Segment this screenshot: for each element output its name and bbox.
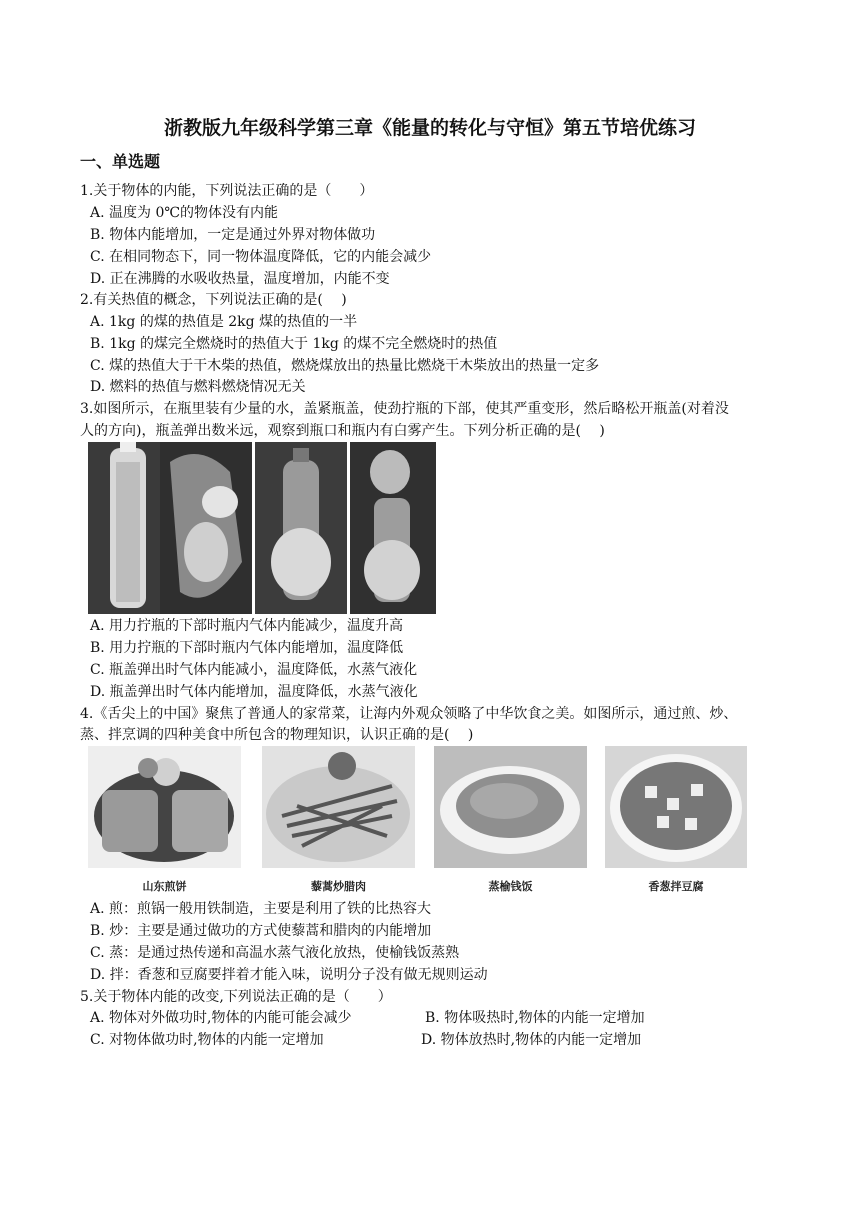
- question-4-option-b: B. 炒：主要是通过做功的方式使藜蒿和腊肉的内能增加: [90, 923, 432, 939]
- question-3-option-b: B. 用力拧瓶的下部时瓶内气体内能增加，温度降低: [90, 640, 404, 656]
- section-heading: 一、单选题: [80, 152, 161, 171]
- question-1-option-d: D. 正在沸腾的水吸收热量，温度增加，内能不变: [90, 271, 390, 287]
- bottle-photo-4: [350, 442, 436, 614]
- food-photo-stirfry: [262, 746, 415, 868]
- question-3-option-a: A. 用力拧瓶的下部时瓶内气体内能减少，温度升高: [90, 618, 404, 634]
- question-3-stem-line1: 3.如图所示，在瓶里装有少量的水，盖紧瓶盖，使劲拧瓶的下部，使其严重变形，然后略松开瓶盖(对着没: [80, 401, 729, 417]
- question-4-option-d: D. 拌：香葱和豆腐要拌着才能入味，说明分子没有做无规则运动: [90, 967, 488, 983]
- question-3-option-d: D. 瓶盖弹出时气体内能增加，温度降低，水蒸气液化: [90, 684, 418, 700]
- bottle-photo-2: [160, 442, 252, 614]
- question-1-option-b: B. 物体内能增加，一定是通过外界对物体做功: [90, 227, 376, 243]
- food-caption-3: 蒸榆钱饭: [488, 880, 533, 893]
- food-caption-2: 藜蒿炒腊肉: [311, 880, 366, 893]
- food-caption-4: 香葱拌豆腐: [648, 880, 704, 893]
- question-3-option-c: C. 瓶盖弹出时气体内能减小，温度降低，水蒸气液化: [90, 662, 418, 678]
- question-2-stem: 2.有关热值的概念，下列说法正确的是( ): [80, 292, 347, 308]
- question-4-option-c: C. 蒸：是通过热传递和高温水蒸气液化放热，使榆钱饭蒸熟: [90, 945, 460, 961]
- question-1-option-c: C. 在相同物态下，同一物体温度降低，它的内能会减少: [90, 249, 432, 265]
- question-4-stem-line2: 蒸、拌烹调的四种美食中所包含的物理知识，认识正确的是( ): [80, 727, 474, 743]
- page-title: 浙教版九年级科学第三章《能量的转化与守恒》第五节培优练习: [163, 117, 696, 139]
- food-photo-pancake: [88, 746, 241, 868]
- question-2-option-b: B. 1kg 的煤完全燃烧时的热值大于 1kg 的煤不完全燃烧时的热值: [90, 336, 498, 352]
- question-1-stem: 1.关于物体的内能，下列说法正确的是（ ）: [80, 183, 374, 199]
- question-5-option-a: A. 物体对外做功时,物体的内能可能会减少: [90, 1010, 352, 1026]
- question-1-option-a: A. 温度为 0℃的物体没有内能: [90, 205, 279, 221]
- bottle-photo-3: [255, 442, 347, 614]
- question-5-stem: 5.关于物体内能的改变,下列说法正确的是（ ）: [80, 989, 392, 1005]
- food-caption-1: 山东煎饼: [142, 880, 187, 893]
- question-2-option-a: A. 1kg 的煤的热值是 2kg 煤的热值的一半: [90, 314, 358, 330]
- question-2-option-d: D. 燃料的热值与燃料燃烧情况无关: [90, 379, 306, 395]
- question-5-option-b: B. 物体吸热时,物体的内能一定增加: [425, 1010, 645, 1026]
- question-4-stem-line1: 4.《舌尖上的中国》聚焦了普通人的家常菜，让海内外观众领略了中华饮食之美。如图所示，通过煎、炒、: [80, 706, 738, 722]
- question-5-option-c: C. 对物体做功时,物体的内能一定增加: [90, 1032, 324, 1048]
- question-5-option-d: D. 物体放热时,物体的内能一定增加: [421, 1032, 642, 1048]
- bottle-photo-1: [88, 442, 168, 614]
- question-2-option-c: C. 煤的热值大于干木柴的热值，燃烧煤放出的热量比燃烧干木柴放出的热量一定多: [90, 358, 600, 374]
- question-4-option-a: A. 煎：煎锅一般用铁制造，主要是利用了铁的比热容大: [90, 901, 432, 917]
- question-3-stem-line2: 人的方向)，瓶盖弹出数米远，观察到瓶口和瓶内有白雾产生。下列分析正确的是( ): [80, 423, 605, 439]
- food-photo-steamed-rice: [434, 746, 587, 868]
- food-photo-tofu: [605, 746, 747, 868]
